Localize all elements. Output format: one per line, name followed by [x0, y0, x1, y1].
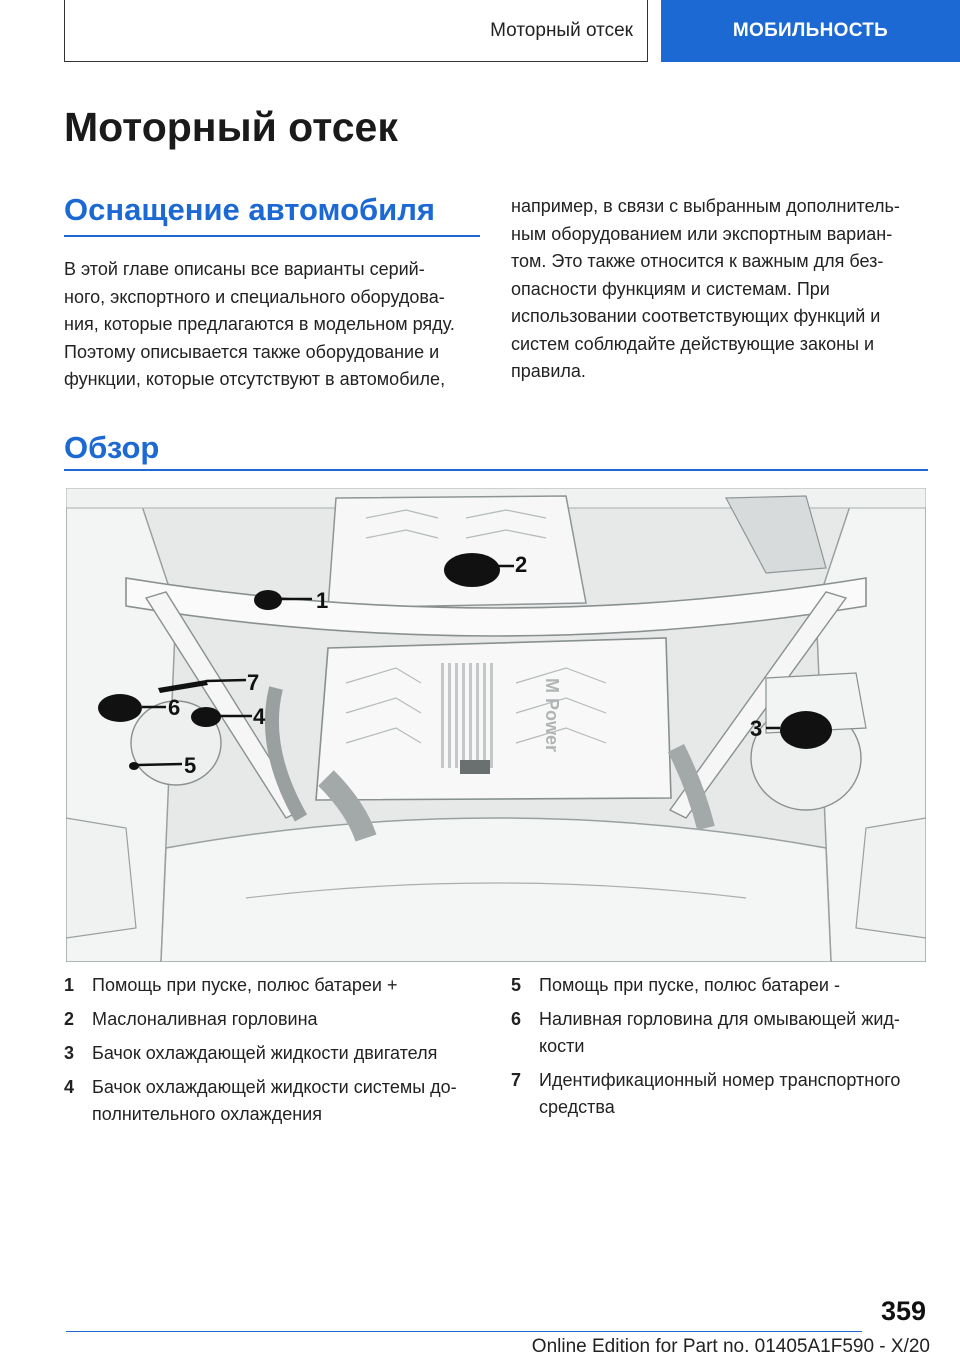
text-line: Поэтому описывается также оборудование и	[64, 341, 440, 362]
text-line: систем соблюдайте действующие законы и	[511, 333, 875, 354]
equipment-text-right	[511, 193, 931, 386]
legend-line: Бачок охлаждающей жидкости двигателя	[92, 1043, 438, 1063]
header-section-tab	[64, 0, 648, 62]
engine-compartment-photo	[66, 488, 926, 962]
legend-left	[64, 972, 484, 1135]
legend-line: Идентификационный номер транспортного	[539, 1070, 901, 1090]
m-power-cover-text: M Power	[542, 678, 562, 753]
legend-item	[64, 1040, 484, 1067]
legend-line: Наливная горловина для омывающей жид-	[539, 1009, 900, 1029]
text-line: использовании соответствующих функций и	[511, 306, 881, 326]
legend-item	[511, 1067, 931, 1121]
callout-number-1: 1	[316, 588, 329, 613]
overview-heading: Обзор	[64, 430, 160, 465]
legend-item	[64, 1074, 484, 1128]
legend-number: 4	[64, 1077, 75, 1097]
header-chapter-tab	[661, 0, 960, 62]
callout-number-5: 5	[184, 753, 197, 778]
legend-text	[92, 1040, 484, 1067]
callout-number-6: 6	[168, 695, 181, 720]
legend-text	[92, 972, 484, 999]
header-chapter-label: МОБИЛЬНОСТЬ	[732, 20, 889, 41]
callout-number-7: 7	[247, 670, 260, 695]
legend-number: 5	[511, 975, 522, 995]
callout-marker-6	[98, 694, 142, 722]
callout-marker-2	[444, 553, 500, 587]
callout-marker-3	[780, 711, 832, 749]
legend-right	[511, 972, 931, 1128]
text-line: правила.	[511, 361, 586, 381]
equipment-heading: Оснащение автомобиля	[64, 192, 435, 227]
legend-line: полнительного охлаждения	[92, 1104, 322, 1124]
legend-text	[539, 1067, 931, 1121]
text-line: ния, которые предлагаются в модельном ряду.	[64, 314, 455, 334]
legend-line: Помощь при пуске, полюс батареи -	[539, 975, 840, 995]
legend-text	[92, 1006, 484, 1033]
callout-marker-5	[129, 762, 139, 770]
legend-line: Маслоналивная горловина	[92, 1009, 318, 1029]
legend-line: Помощь при пуске, полюс батареи +	[92, 975, 398, 995]
legend-text	[92, 1074, 484, 1128]
callout-number-2: 2	[515, 552, 528, 577]
text-line: ного, экспортного и специального оборудова-	[64, 286, 445, 307]
legend-number: 1	[64, 975, 75, 995]
header-section-label: Моторный отсек	[490, 19, 633, 41]
page-number: 359	[880, 1296, 926, 1326]
text-line: опасности функциям и системам. При	[511, 278, 830, 299]
text-line: В этой главе описаны все варианты серий-	[64, 259, 425, 279]
equipment-text-left	[64, 256, 484, 394]
page-title: Моторный отсек	[64, 104, 398, 150]
text-line: например, в связи с выбранным дополнитель-	[511, 196, 900, 216]
legend-number: 3	[64, 1043, 75, 1063]
footer-edition-text: Online Edition for Part no. 01405A1F590 - X/20	[531, 1336, 930, 1357]
callout-marker-4	[191, 707, 221, 727]
footer-rule	[66, 1331, 862, 1332]
legend-item	[64, 1006, 484, 1033]
legend-number: 2	[64, 1009, 75, 1029]
legend-item	[64, 972, 484, 999]
overview-heading-rule	[64, 469, 928, 471]
text-line: ным оборудованием или экспортным вариан-	[511, 223, 893, 244]
text-line: функции, которые отсутствуют в автомобиле,	[64, 369, 446, 389]
legend-number: 6	[511, 1009, 522, 1029]
callout-number-3: 3	[750, 716, 763, 741]
callout-marker-1	[254, 590, 282, 610]
legend-text	[539, 972, 931, 999]
legend-item	[511, 972, 931, 999]
legend-item	[511, 1006, 931, 1060]
legend-line: кости	[539, 1036, 585, 1056]
text-line: том. Это также относится к важным для без-	[511, 251, 884, 271]
legend-number: 7	[511, 1070, 522, 1090]
legend-text	[539, 1006, 931, 1060]
legend-line: Бачок охлаждающей жидкости системы до-	[92, 1077, 457, 1097]
callout-number-4: 4	[253, 704, 266, 729]
equipment-heading-rule	[64, 235, 480, 237]
legend-line: средства	[539, 1097, 615, 1117]
